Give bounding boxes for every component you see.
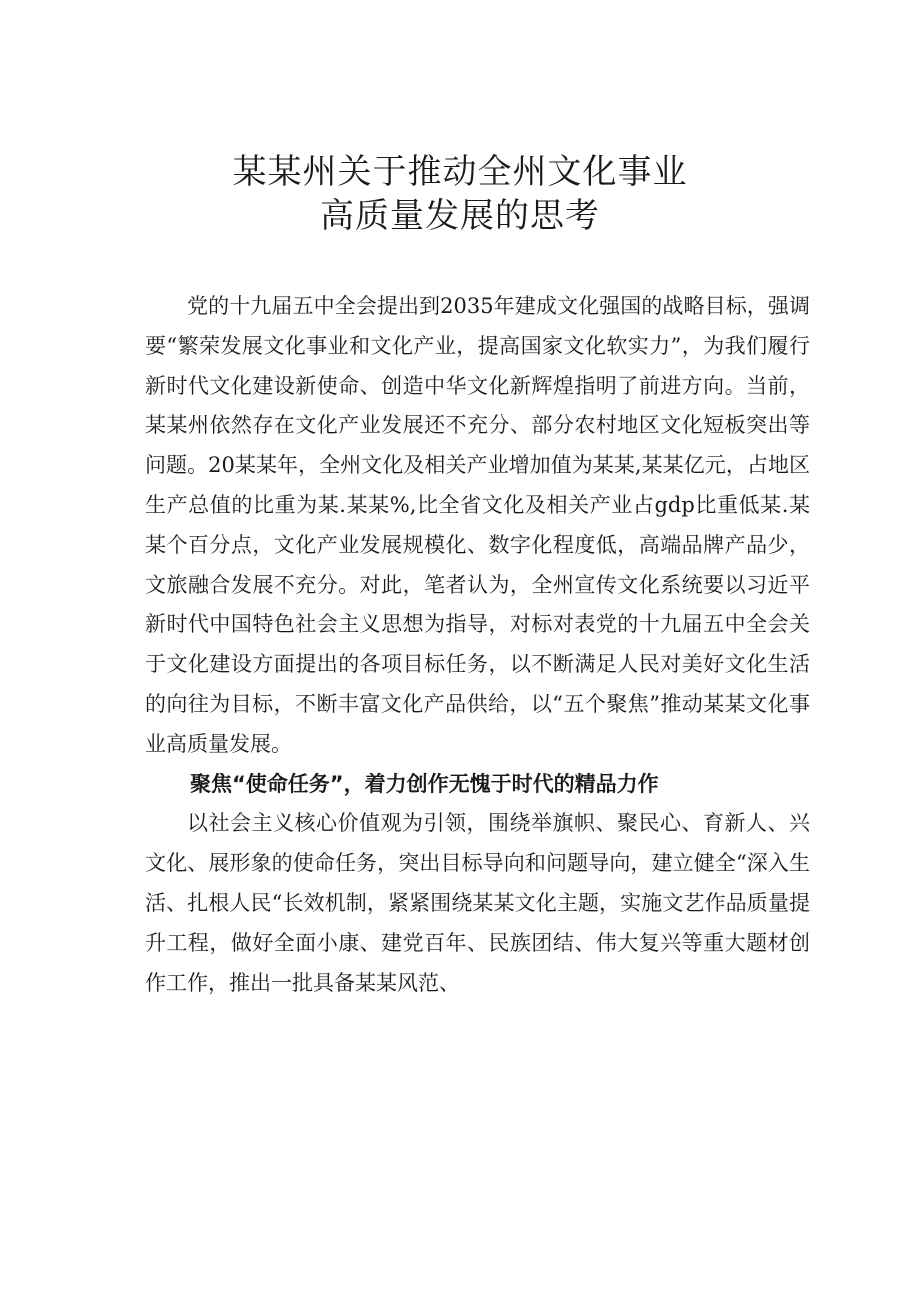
title-line-1: 某某州关于推动全州文化事业 — [232, 152, 688, 192]
intro-paragraph: 党的十九届五中全会提出到2035年建成文化强国的战略目标，强调要“繁荣发展文化事业和文化产业，提高国家文化软实力”，为我们履行新时代文化建设新使命、创造中华文化新辉煌指明了前进方向。当前，某某州依然存在文化产业发展还不充分、部分农村地区文化短板突出等问题。20某某年，全州文化及相关产业增加值为某某,某某亿元，占地区生产总值的比重为某.某某%,比全省文化及相关产业占gdp比重低某.某某个百分点，文化产业发展规模化、数字化程度低，高端品牌产品少，文旅融合发展不充分。对此，笔者认为，全州宣传文化系统要以习近平新时代中国特色社会主义思想为指导，对标对表党的十九届五中全会关于文化建设方面提出的各项目标任务，以不断满足人民对美好文化生活的向往为目标，不断丰富文化产品供给，以“五个聚焦”推动某某文化事业高质量发展。 — [145, 294, 810, 756]
section-paragraph: 以社会主义核心价值观为引领，围绕举旗帜、聚民心、育新人、兴文化、展形象的使命任务，突出目标导向和问题导向，建立健全“深入生活、扎根人民“长效机制，紧紧围绕某某文化主题，实施文艺作品质量提升工程，做好全面小康、建党百年、民族团结、伟大复兴等重大题材创作工作，推出一批具备某某风范、 — [145, 811, 810, 995]
section-heading: 聚焦“使命任务”，着力创作无愧于时代的精品力作 — [190, 771, 659, 796]
document-title — [0, 150, 920, 238]
document-body — [145, 287, 810, 1003]
title-line-2: 高质量发展的思考 — [320, 196, 600, 236]
